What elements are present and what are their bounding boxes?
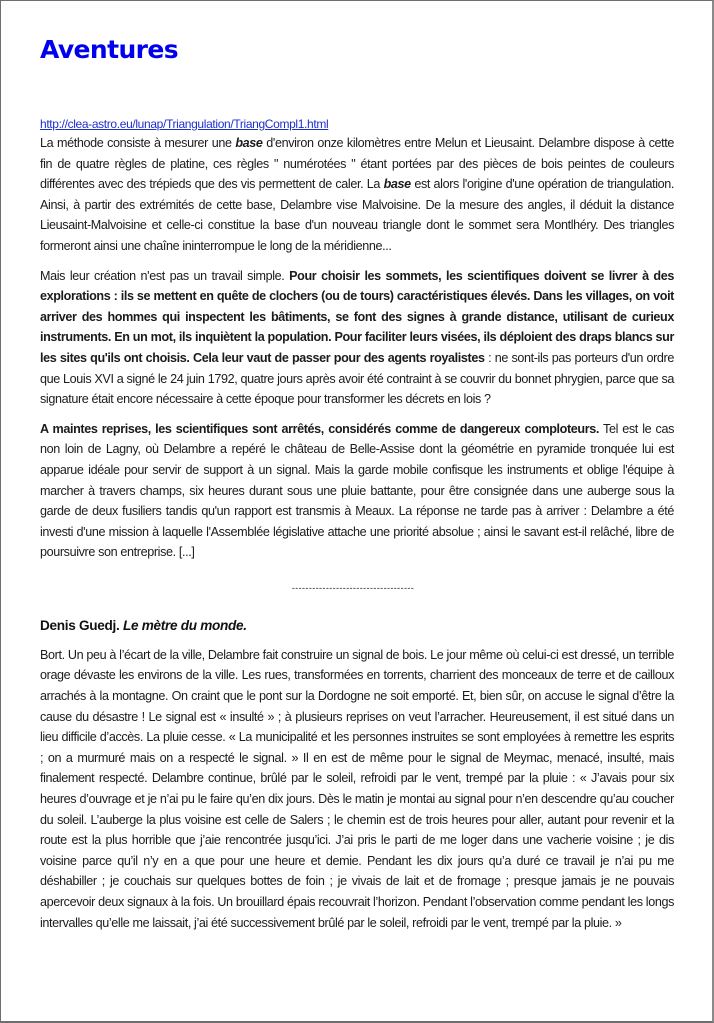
paragraph-explorations <box>40 266 674 410</box>
page-title: Aventures <box>40 35 179 64</box>
citation-author: Denis Guedj. <box>40 617 123 633</box>
citation-book-title: Le mètre du monde. <box>122 617 247 633</box>
source-link[interactable]: http://clea-astro.eu/lunap/Triangulation/TriangCompl1.html <box>40 117 329 131</box>
document-body <box>40 116 674 933</box>
bold-text-run: Pour choisir les sommets, les scientifiques doivent se livrer à des explorations : ils se mettent en quête de clochers (ou de tours) caractéristiques élevés. Dans les villages, on voit arriver des hommes qui inspectent les bâtiments, se font des signes à grande distance, utilisant de curieux instruments. En un mot, ils inquiètent la population. Pour faciliter leurs visées, ils déploient des draps blancs sur les sites qu'ils ont choisis. Cela leur vaut de passer pour des agents royalistes <box>40 268 674 365</box>
text-run: Mais leur création n'est pas un travail simple. <box>40 268 290 283</box>
text-run: : ne sont-ils pas porteurs d'un ordre que Louis XVI a signé le 24 juin 1792, quatre jours après avoir été contraint à se couvrir du bonnet phrygien, parce que sa signature était encore nécessaire à cette époque pour transformer les décrets en lois ? <box>40 350 674 407</box>
emphasis-base: base <box>235 136 263 150</box>
paragraph-method <box>40 133 674 257</box>
paragraph-arrests <box>40 419 674 563</box>
text-run: d'environ onze kilomètres entre Melun et Lieusaint. Delambre dispose à cette fin de quatre règles de platine, ces règles " numérotées " étant portées par des pièces de bois peintes de couleurs différentes avec des trépieds que des vis permettent de caler. La <box>40 136 674 192</box>
citation <box>40 616 674 636</box>
text-run: Tel est le cas non loin de Lagny, où Delambre a repéré le château de Belle-Assise dont la géométrie en pyramide tronquée lui est apparue idéale pour servir de support à un signal. Mais la garde mobile confisque les instruments et oblige l'équipe à marcher à travers champs, six heures durant sous une pluie battante, pour être consignée dans une auberge sous la garde de deux fusiliers tandis qu'un rapport est transmis à Meaux. La réponse ne tarde pas à arriver : Delambre a été investi d'une mission à laquelle l'Assemblée législative attache une priorité absolue ; ainsi le savant est-il relâché, libre de poursuivre son entreprise. [...] <box>40 421 674 560</box>
text-run: est alors l'origine d'une opération de triangulation. Ainsi, à partir des extrémités de cette base, Delambre vise Malvoisine. De la mesure des angles, il déduit la distance Lieusaint-Malvoisine et celle-ci constitue la base d'un nouveau triangle dont le sommet sera Montlhéry. Des triangles formeront ainsi une chaîne ininterrompue le long de la méridienne... <box>40 177 674 253</box>
emphasis-base: base <box>383 177 411 192</box>
dashed-separator: ------------------------------------ <box>291 582 415 593</box>
text-run: La méthode consiste à mesurer une <box>40 136 236 150</box>
bold-text-run: A maintes reprises, les scientifiques sont arrêtés, considérés comme de dangereux comploteurs. <box>40 421 599 436</box>
paragraph-quote: Bort. Un peu à l’écart de la ville, Delambre fait construire un signal de bois. Le jour même où celui-ci est dressé, un terrible orage dévaste les environs de la ville. Les rues, transformées en torrents, charrient des monceaux de terre et de cailloux arrachés à la montagne. On craint que le pont sur la Dordogne ne soit emporté. Et, bien sûr, on accuse le signal d’être la cause du désastre ! Le signal est « insulté » ; à plusieurs reprises on veut l’arracher. Heureusement, il est situé dans un lieu difficile d’accès. La pluie cesse. « La municipalité et les personnes instruites se sont employées à remettre les esprits ; on a murmuré mais on a respecté le signal. » Il en est de même pour le signal de Meymac, menacé, insulté, mais finalement respecté. Delambre continue, brûlé par le soleil, refroidi par le vent, trempé par la pluie : « J’avais pour six heures d’ouvrage et je n’ai pu le faire qu’en dix jours. Dès le matin je montai au signal pour n’en descendre qu’au coucher du soleil. L’auberge la plus voisine est celle de Salers ; le chemin est de trois heures pour aller, autant pour revenir et la route est la plus horrible que j’aie rencontrée jusqu’ici. J’ai pris le parti de me loger dans une vacherie voisine ; je dis voisine parce qu’il n’y en a que pour une heure et demie. Pendant les dix jours qu’a duré ce travail je n’ai pu me déshabiller ; je couchais sur quelques bottes de foin ; je vivais de lait et de fromage ; presque jamais je ne pouvais apercevoir deux signaux à la fois. Un brouillard épais recouvrait l’horizon. Pendant l’observation comme pendant les longs intervalles qu’elle me laissait, j’ai été successivement brûlé par le soleil, refroidi par le vent, trempé par la pluie. » <box>40 647 674 930</box>
